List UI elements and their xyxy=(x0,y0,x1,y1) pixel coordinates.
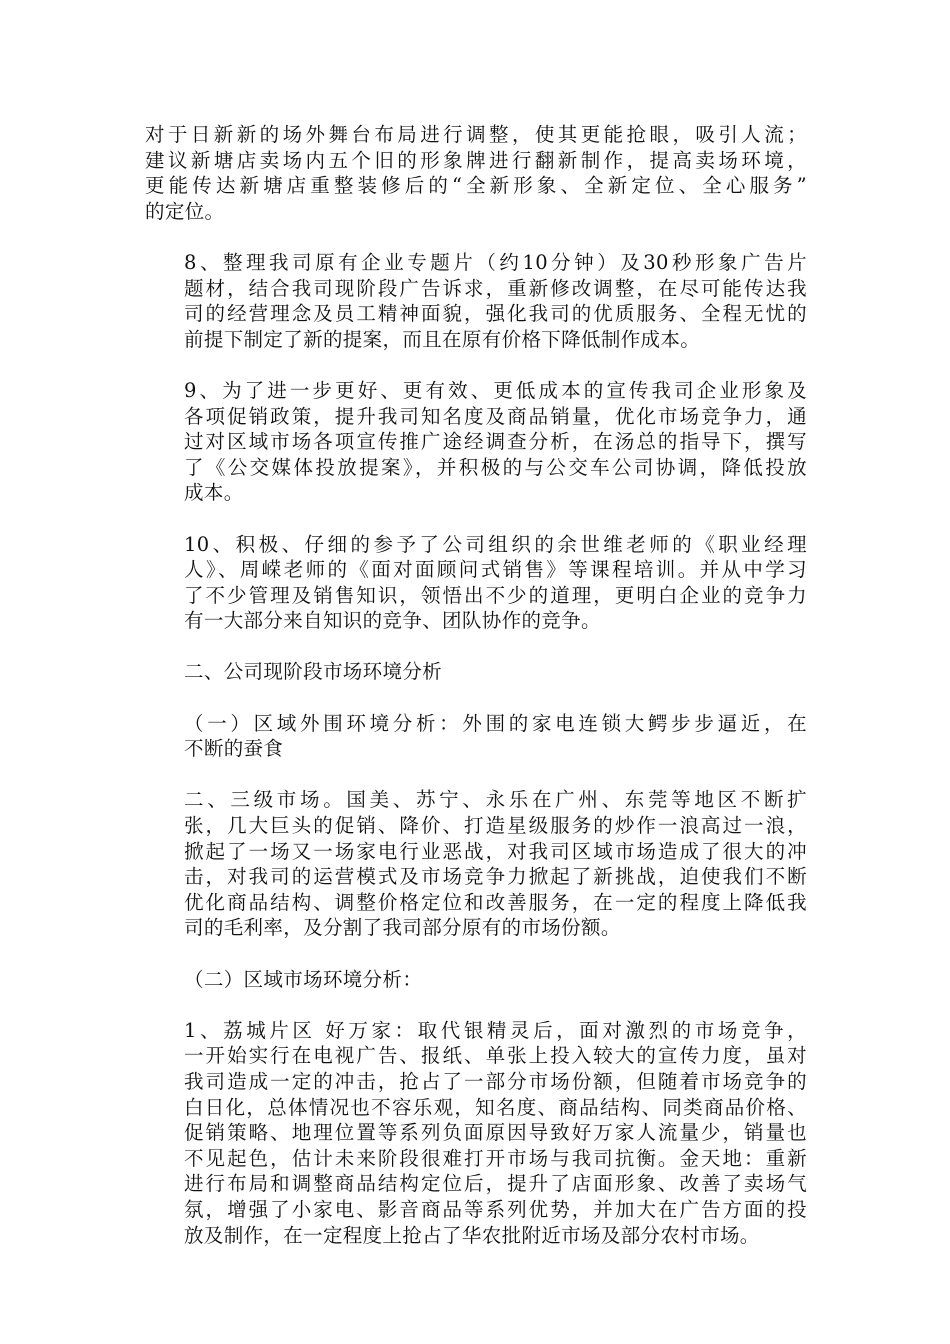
text-line: 成本。 xyxy=(184,481,244,505)
text-line: 建议新塘店卖场内五个旧的形象牌进行翻新制作，提高卖场环境， xyxy=(145,148,807,172)
text-line: 二、三级市场。国美、苏宁、永乐在广州、东莞等地区不断扩 xyxy=(184,788,807,812)
text-line: 司的经营理念及员工精神面貌，强化我司的优质服务、全程无忧的 xyxy=(184,302,807,326)
text-line: 不见起色，估计未来阶段很难打开市场与我司抗衡。金天地：重新 xyxy=(184,1146,807,1170)
text-line: 放及制作，在一定程度上抢占了华农批附近市场及部分农村市场。 xyxy=(184,1223,760,1247)
text-line: 一开始实行在电视广告、报纸、单张上投入较大的宣传力度，虽对 xyxy=(184,1044,807,1068)
text-line: 对于日新新的场外舞台布局进行调整，使其更能抢眼，吸引人流； xyxy=(145,123,807,146)
text-line: 的定位。 xyxy=(145,199,225,223)
text-line: 人》、周嵘老师的《面对面顾问式销售》等课程培训。并从中学习 xyxy=(184,558,807,582)
text-line: 我司造成一定的冲击，抢占了一部分市场份额，但随着市场竞争的 xyxy=(184,1069,807,1093)
text-line: 了《公交媒体投放提案》，并积极的与公交车公司协调，降低投放 xyxy=(184,455,807,479)
text-line: 10、积极、仔细的参予了公司组织的余世维老师的《职业经理 xyxy=(184,532,807,556)
text-line: 1、荔城片区 好万家：取代银精灵后，面对激烈的市场竞争， xyxy=(184,1018,807,1042)
text-line: 进行布局和调整商品结构定位后，提升了店面形象、改善了卖场气 xyxy=(184,1172,807,1196)
text-line: （一）区域外围环境分析：外围的家电连锁大鳄步步逼近，在 xyxy=(184,711,807,735)
text-line: 题材，结合我司现阶段广告诉求，重新修改调整，在尽可能传达我 xyxy=(184,276,807,300)
body-paragraph xyxy=(145,122,807,224)
text-line: 8、整理我司原有企业专题片（约10分钟）及30秒形象广告片 xyxy=(184,250,807,274)
text-line: 促销策略、地理位置等系列负面原因导致好万家人流量少，销量也 xyxy=(184,1121,807,1145)
text-line: 优化商品结构、调整价格定位和改善服务，在一定的程度上降低我 xyxy=(184,890,807,914)
body-paragraph xyxy=(145,378,807,506)
text-line: 前提下制定了新的提案，而且在原有价格下降低制作成本。 xyxy=(184,327,701,351)
text-line: 二、公司现阶段市场环境分析 xyxy=(184,660,443,684)
body-paragraph xyxy=(145,787,807,941)
text-line: （二）区域市场环境分析： xyxy=(184,967,423,991)
text-line: 各项促销政策，提升我司知名度及商品销量，优化市场竞争力，通 xyxy=(184,404,807,428)
text-line: 司的毛利率，及分割了我司部分原有的市场份额。 xyxy=(184,916,621,940)
text-line: 不断的蚕食 xyxy=(184,737,284,761)
body-paragraph xyxy=(145,711,807,762)
text-line: 了不少管理及销售知识，领悟出不少的道理，更明白企业的竞争力 xyxy=(184,583,807,607)
text-line: 过对区域市场各项宣传推广途经调查分析，在汤总的指导下，撰写 xyxy=(184,430,807,454)
document-body xyxy=(145,122,807,1274)
text-line: 有一大部分来自知识的竞争、团队协作的竞争。 xyxy=(184,609,601,633)
body-paragraph xyxy=(145,967,807,993)
text-line: 张，几大巨头的促销、降价、打造星级服务的炒作一浪高过一浪， xyxy=(184,814,807,838)
body-paragraph xyxy=(145,532,807,634)
text-line: 更能传达新塘店重整装修后的“全新形象、全新定位、全心服务” xyxy=(145,174,807,198)
text-line: 氛，增强了小家电、影音商品等系列优势，并加大在广告方面的投 xyxy=(184,1197,807,1221)
text-line: 掀起了一场又一场家电行业恶战，对我司区域市场造成了很大的冲 xyxy=(184,839,807,863)
body-paragraph xyxy=(145,659,807,685)
body-paragraph xyxy=(145,1018,807,1248)
text-line: 击，对我司的运营模式及市场竞争力掀起了新挑战，迫使我们不断 xyxy=(184,865,807,889)
body-paragraph xyxy=(145,250,807,352)
text-line: 9、为了进一步更好、更有效、更低成本的宣传我司企业形象及 xyxy=(184,378,807,402)
text-line: 白日化，总体情况也不容乐观，知名度、商品结构、同类商品价格、 xyxy=(184,1095,807,1119)
